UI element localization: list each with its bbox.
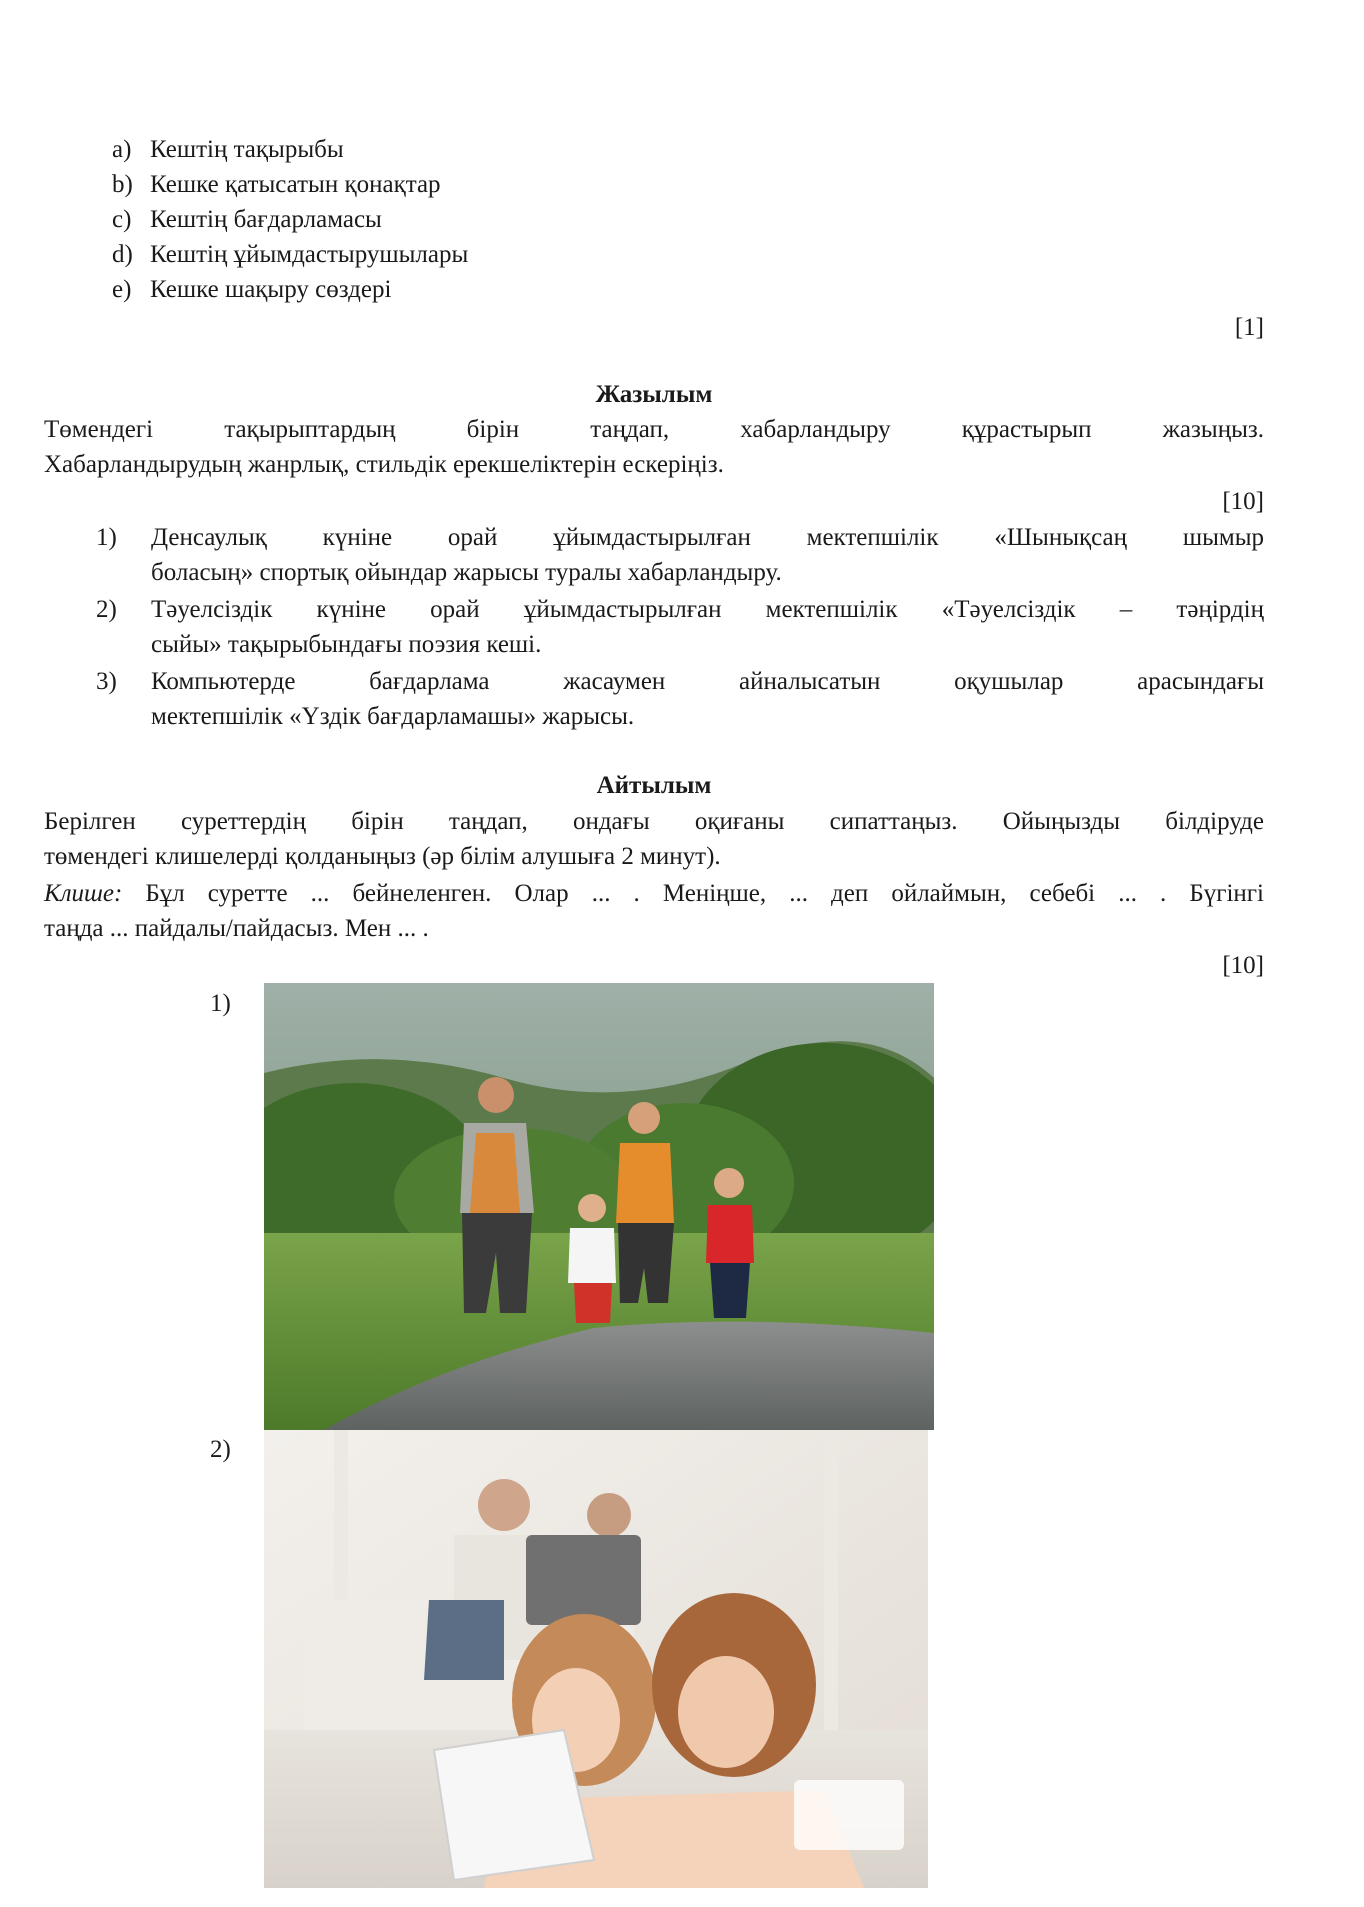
option-text: Кештің бағдарламасы bbox=[150, 206, 382, 233]
writing-intro-line2: Хабарландырудың жанрлық, стильдік ерекшеліктерін ескеріңіз. bbox=[44, 451, 724, 478]
option-item bbox=[112, 167, 441, 202]
option-text: Кештің тақырыбы bbox=[150, 136, 344, 163]
topic-number: 1) bbox=[96, 524, 117, 551]
writing-intro-line1: Төмендегі тақырыптардың бірін таңдап, хабарландыру құрастырып жазыңыз. bbox=[44, 416, 1264, 443]
cliche-line1 bbox=[44, 876, 1264, 911]
option-letter: d) bbox=[112, 241, 133, 268]
option-letter: c) bbox=[112, 206, 132, 233]
topic-line: Денсаулық күніне орай ұйымдастырылған мектепшілік «Шынықсаң шымыр bbox=[151, 524, 1264, 551]
topic-number: 3) bbox=[96, 668, 117, 695]
girls-tablet-photo bbox=[264, 1430, 928, 1888]
option-item bbox=[112, 202, 382, 237]
writing-heading: Жазылым bbox=[595, 381, 713, 408]
option-text: Кештің ұйымдастырушылары bbox=[150, 241, 469, 268]
image2-number: 2) bbox=[210, 1436, 231, 1463]
option-letter: a) bbox=[112, 136, 132, 163]
option-text: Кешке шақыру сөздері bbox=[150, 276, 392, 303]
topic-number: 2) bbox=[96, 596, 117, 623]
option-text: Кешке қатысатын қонақтар bbox=[150, 171, 441, 198]
speaking-line1: Берілген суреттердің бірін таңдап, ондағы оқиғаны сипаттаңыз. Ойыңызды білдіруде bbox=[44, 808, 1264, 835]
writing-score: [10] bbox=[1222, 488, 1264, 515]
family-jogging-photo bbox=[264, 983, 934, 1430]
topic-line: Тәуелсіздік күніне орай ұйымдастырылған мектепшілік «Тәуелсіздік – тәңірдің bbox=[151, 596, 1264, 623]
option-letter: b) bbox=[112, 171, 133, 198]
option-item bbox=[112, 272, 391, 307]
speaking-line2: төмендегі клишелерді қолданыңыз (әр білім алушыға 2 минут). bbox=[44, 843, 721, 870]
speaking-heading: Айтылым bbox=[596, 772, 712, 799]
cliche-label: Клише: bbox=[44, 880, 123, 907]
speaking-score: [10] bbox=[1222, 952, 1264, 979]
topic-line: Компьютерде бағдарлама жасаумен айналысатын оқушылар арасындағы bbox=[151, 668, 1264, 695]
cliche-text: Бұл суретте ... бейнеленген. Олар ... . Меніңше, ... деп ойлаймын, себебі ... . Бүгінгі bbox=[122, 880, 1264, 907]
image1-number: 1) bbox=[210, 990, 231, 1017]
topic-line: сыйы» тақырыбындағы поэзия кеші. bbox=[151, 631, 542, 658]
cliche-line2: таңда ... пайдалы/пайдасыз. Мен ... . bbox=[44, 915, 429, 942]
option-item bbox=[112, 132, 344, 167]
score-1: [1] bbox=[1234, 314, 1264, 341]
topic-line: мектепшілік «Үздік бағдарламашы» жарысы. bbox=[151, 703, 635, 730]
topic-line: боласың» спортық ойындар жарысы туралы хабарландыру. bbox=[151, 559, 782, 586]
option-item bbox=[112, 237, 468, 272]
option-letter: e) bbox=[112, 276, 132, 303]
